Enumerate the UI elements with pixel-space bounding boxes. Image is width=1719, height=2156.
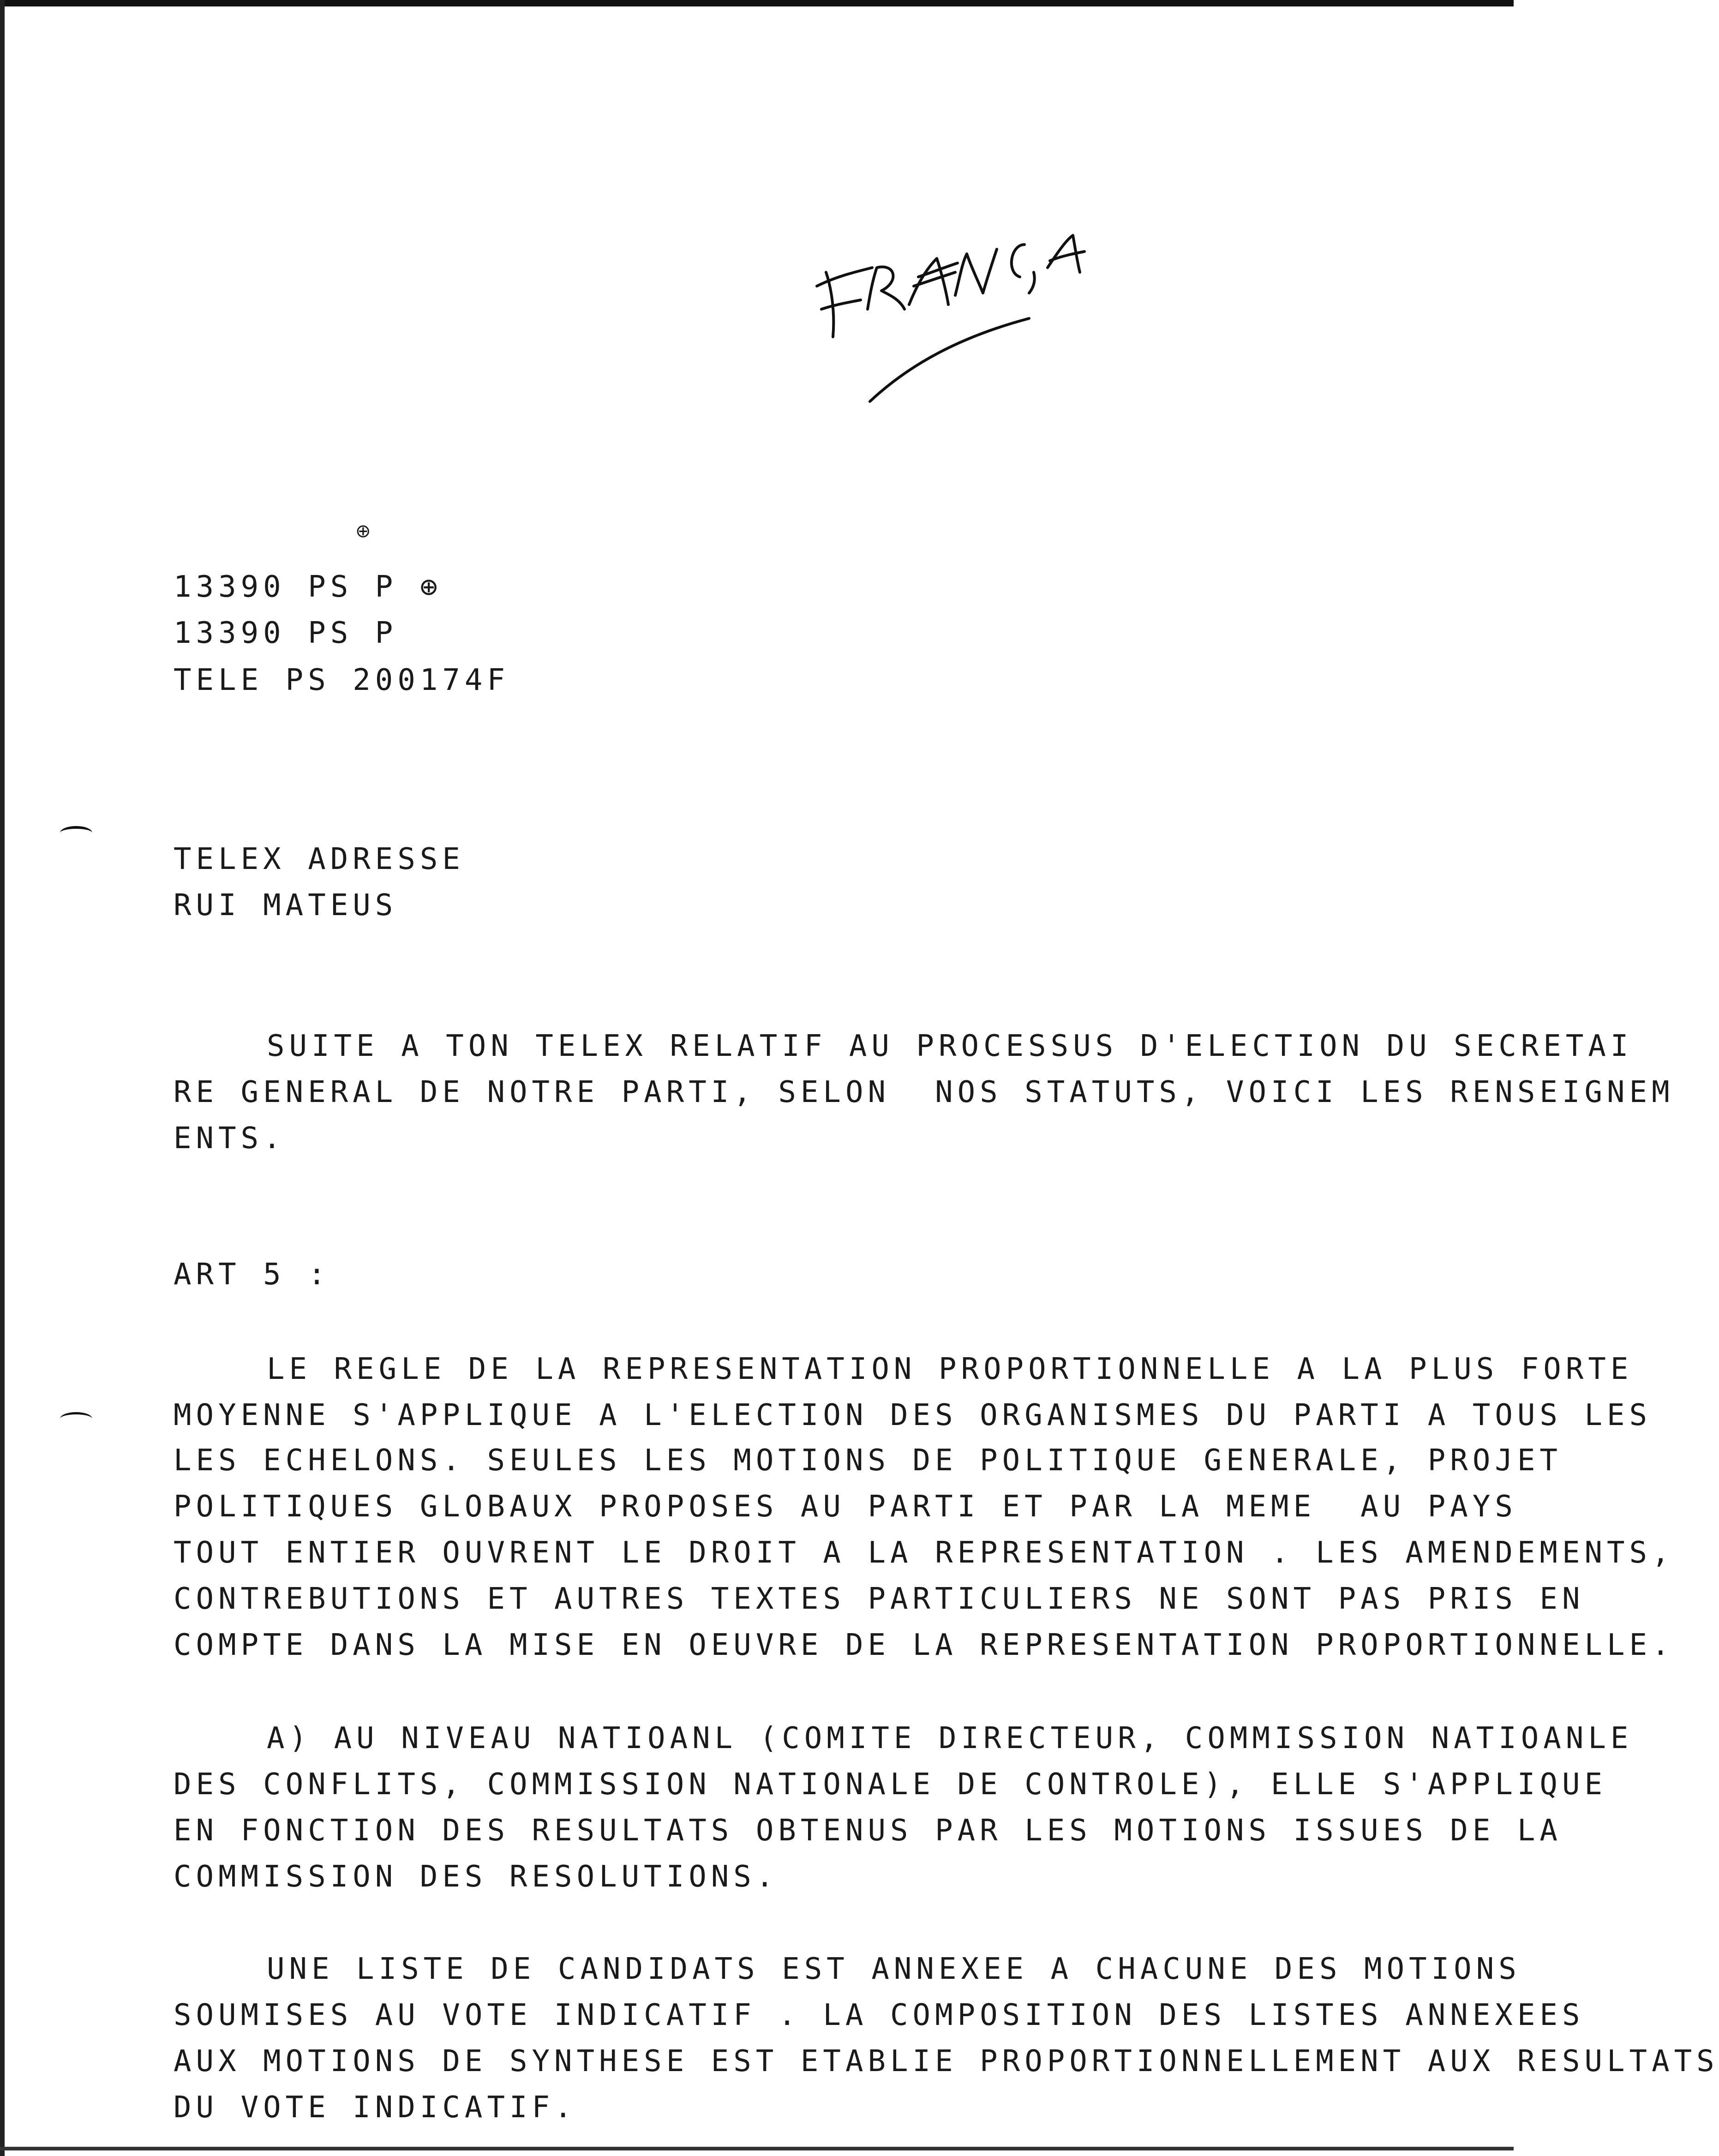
intro-line: SUITE A TON TELEX RELATIF AU PROCESSUS D'ELECTION DU SECRETAI — [267, 1029, 1633, 1063]
telex-address-line-2: RUI MATEUS — [174, 888, 398, 922]
article-para1-line: LES ECHELONS. SEULES LES MOTIONS DE POLITIQUE GENERALE, PROJET — [174, 1443, 1562, 1478]
article-para1-line: TOUT ENTIER OUVRENT LE DROIT A LA REPRESENTATION . LES AMENDEMENTS, — [174, 1536, 1674, 1570]
article-para1-line: LE REGLE DE LA REPRESENTATION PROPORTIONNELLE A LA PLUS FORTE — [267, 1352, 1633, 1386]
telex-address-line-1: TELEX ADRESSE — [174, 842, 465, 876]
article-para3-line: DU VOTE INDICATIF. — [174, 2090, 577, 2125]
margin-mark — [60, 1412, 92, 1425]
telex-header-line-3: TELE PS 200174F — [174, 663, 509, 697]
article-para2-line: A) AU NIVEAU NATIOANL (COMITE DIRECTEUR, COMMISSION NATIOANLE — [267, 1721, 1633, 1755]
telex-header-line-2: 13390 PS P — [174, 616, 398, 650]
article-para1-line: MOYENNE S'APPLIQUE A L'ELECTION DES ORGANISMES DU PARTI A TOUS LES — [174, 1398, 1652, 1432]
intro-line: ENTS. — [174, 1121, 286, 1156]
article-para3-line: UNE LISTE DE CANDIDATS EST ANNEXEE A CHACUNE DES MOTIONS — [267, 1952, 1521, 1986]
article-para1-line: POLITIQUES GLOBAUX PROPOSES AU PARTI ET PAR LA MEME AU PAYS — [174, 1490, 1517, 1524]
intro-line: RE GENERAL DE NOTRE PARTI, SELON NOS STATUTS, VOICI LES RENSEIGNEM — [174, 1075, 1674, 1109]
article-para2-line: COMMISSION DES RESOLUTIONS. — [174, 1860, 779, 1894]
article-para1-line: CONTREBUTIONS ET AUTRES TEXTES PARTICULIERS NE SONT PAS PRIS EN — [174, 1582, 1585, 1616]
article-para3-line: AUX MOTIONS DE SYNTHESE EST ETABLIE PROPORTIONNELLEMENT AUX RESULTATS — [174, 2044, 1719, 2078]
page-border-left — [0, 0, 5, 2156]
margin-mark — [60, 826, 92, 840]
article-para2-line: DES CONFLITS, COMMISSION NATIONALE DE CONTROLE), ELLE S'APPLIQUE — [174, 1767, 1607, 1802]
telex-header-line-1: 13390 PS P ⊕ — [174, 570, 443, 604]
handwritten-annotation — [808, 217, 1140, 411]
page-border-bottom — [0, 2147, 1514, 2150]
article-para2-line: EN FONCTION DES RESULTATS OBTENUS PAR LES MOTIONS ISSUES DE LA — [174, 1814, 1562, 1848]
article-heading: ART 5 : — [174, 1258, 330, 1292]
article-para3-line: SOUMISES AU VOTE INDICATIF . LA COMPOSITION DES LISTES ANNEXEES — [174, 1998, 1585, 2032]
plus-mark-icon: ⊕ — [355, 521, 371, 542]
article-para1-line: COMPTE DANS LA MISE EN OEUVRE DE LA REPRESENTATION PROPORTIONNELLE. — [174, 1628, 1674, 1662]
page-border-top — [0, 0, 1514, 6]
